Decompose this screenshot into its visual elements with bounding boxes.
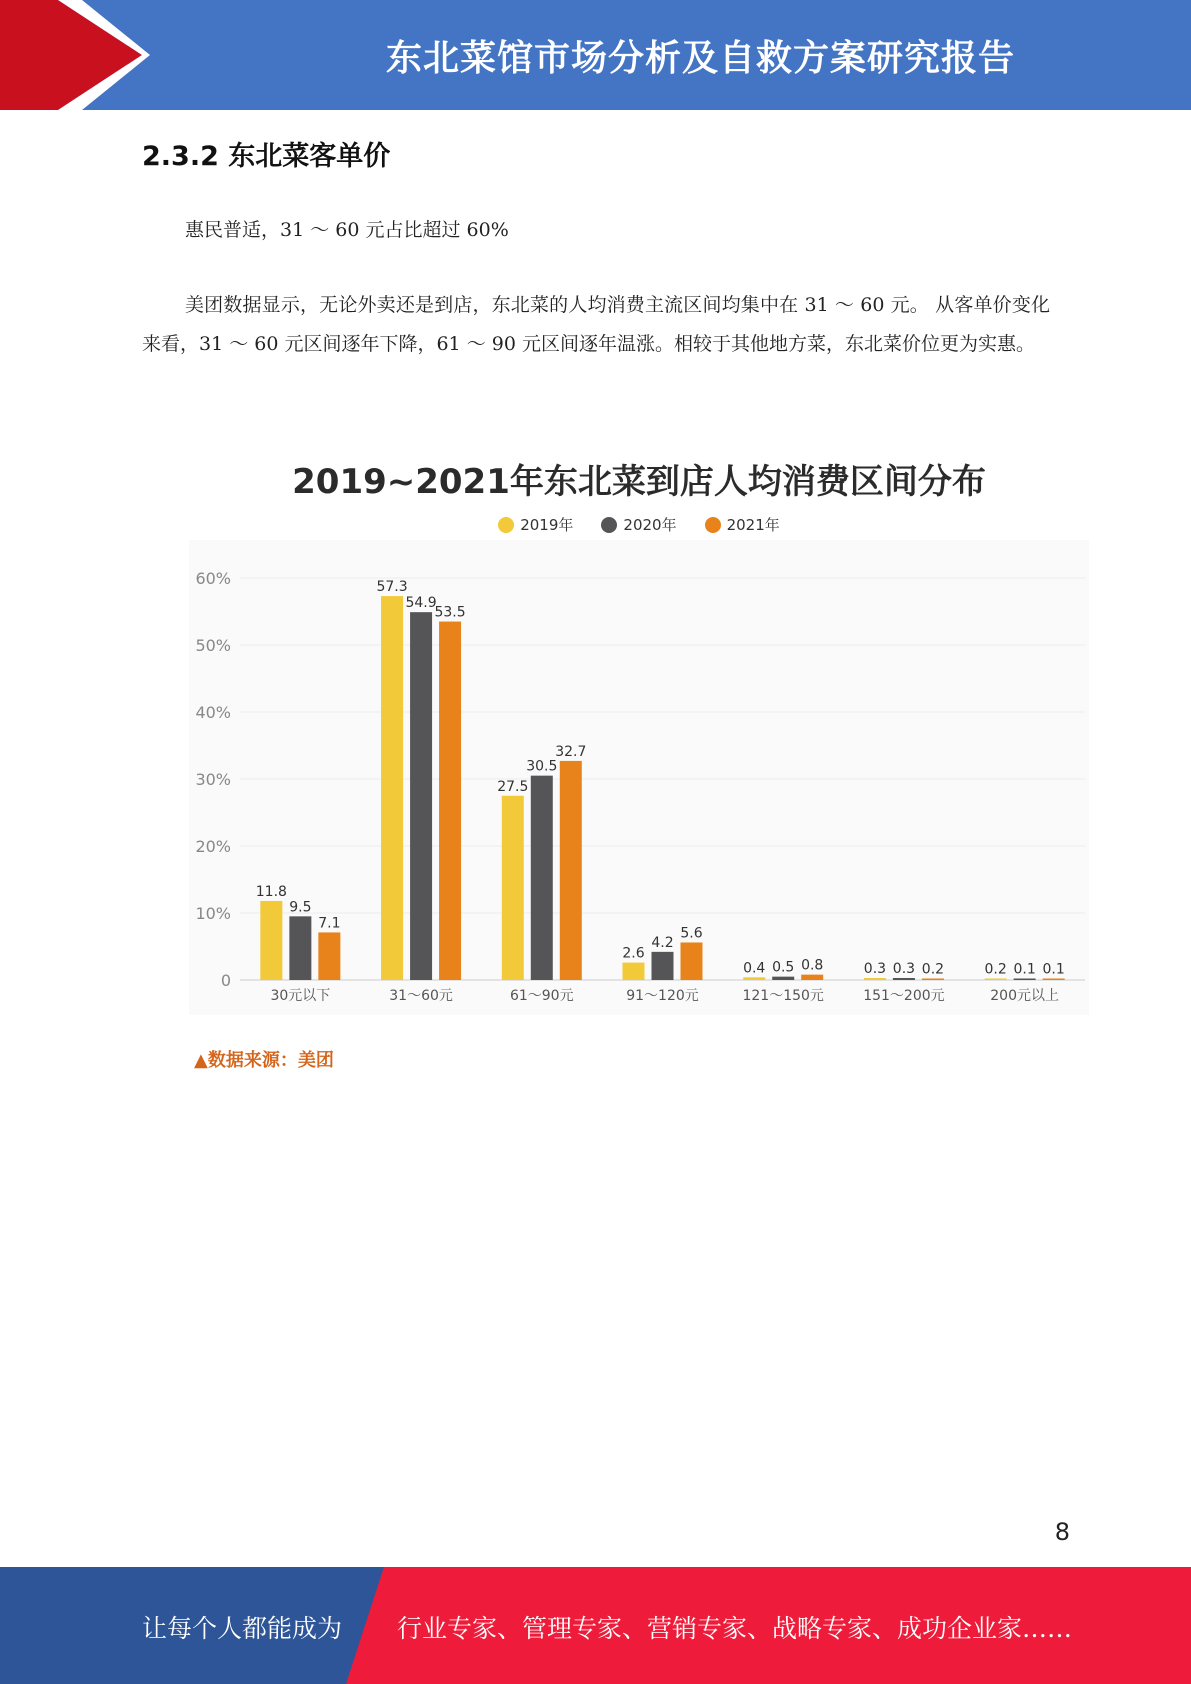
bar-value-label: 53.5 — [434, 604, 466, 621]
x-tick-label: 200元以上 — [990, 988, 1060, 1004]
bar — [743, 977, 765, 980]
y-tick-label: 10% — [195, 904, 231, 923]
bar-value-label: 0.3 — [863, 960, 887, 977]
legend-dot-2019 — [498, 517, 514, 533]
bar — [772, 977, 794, 980]
page-footer — [0, 1567, 1191, 1684]
legend-item-2021 — [705, 514, 780, 535]
bar-value-label: 0.1 — [1013, 961, 1036, 978]
bar-value-label: 0.4 — [743, 960, 766, 977]
y-tick-label: 60% — [195, 569, 231, 588]
chart-title: 2019~2021年东北菜到店人均消费区间分布 — [292, 462, 986, 502]
bar — [289, 916, 311, 980]
page-number: 8 — [1054, 1518, 1070, 1546]
page-header — [0, 0, 1191, 110]
paragraph-body: 美团数据显示，无论外卖还是到店，东北菜的人均消费主流区间均集中在 31 ～ 60 元。 从客单价变化来看，31 ～ 60 元区间逐年下降，61 ～ 90 元区间逐年温涨。相较于其他地方菜，东北菜价位更为实惠。 — [142, 294, 1050, 355]
bar-value-label: 32.7 — [555, 743, 587, 760]
bar — [502, 796, 524, 980]
bar-value-label: 7.1 — [318, 915, 341, 932]
y-tick-label: 20% — [195, 837, 231, 856]
x-tick-label: 91～120元 — [626, 988, 699, 1004]
y-tick-label: 0 — [220, 971, 231, 990]
legend-label-2021: 2021年 — [726, 516, 780, 534]
y-tick-label: 50% — [195, 636, 231, 655]
header-arrow-decoration — [0, 0, 200, 110]
bar-value-label: 4.2 — [651, 934, 674, 951]
bar — [1014, 979, 1036, 981]
header-title: 东北菜馆市场分析及自救方案研究报告 — [385, 38, 1015, 79]
bar — [681, 942, 703, 980]
bar-value-label: 11.8 — [255, 883, 287, 900]
bar — [623, 963, 645, 980]
section-title: 2.3.2 东北菜客单价 — [142, 141, 391, 172]
bar — [318, 932, 340, 980]
bar-value-label: 9.5 — [289, 899, 312, 916]
bar — [801, 975, 823, 980]
bar-value-label: 0.3 — [892, 960, 916, 977]
y-tick-label: 30% — [195, 770, 231, 789]
x-tick-label: 30元以下 — [270, 988, 331, 1004]
x-tick-label: 31～60元 — [389, 988, 453, 1004]
chart-legend — [189, 514, 1089, 535]
bar-value-label: 2.6 — [622, 945, 645, 962]
bar — [985, 979, 1007, 981]
legend-dot-2021 — [705, 517, 721, 533]
bar-value-label: 0.2 — [984, 961, 1007, 978]
legend-item-2020 — [601, 514, 676, 535]
footer-slogan-left: 让每个人都能成为 — [142, 1614, 343, 1643]
legend-label-2020: 2020年 — [623, 516, 677, 534]
bar-value-label: 30.5 — [526, 758, 558, 775]
bar — [560, 761, 582, 980]
bar-value-label: 27.5 — [497, 778, 529, 795]
bar — [410, 612, 432, 980]
bar — [1043, 979, 1065, 981]
bar-value-label: 0.2 — [921, 961, 945, 978]
footer-slogan-right: 行业专家、管理专家、营销专家、战略专家、成功企业家…… — [397, 1614, 1073, 1643]
x-tick-label: 151～200元 — [863, 988, 945, 1004]
bar-chart — [189, 440, 1089, 1080]
y-tick-label: 40% — [195, 703, 231, 722]
bar-value-label: 0.8 — [801, 957, 824, 974]
x-tick-label: 61～90元 — [509, 988, 574, 1004]
legend-item-2019 — [498, 514, 573, 535]
bar-value-label: 0.1 — [1042, 961, 1065, 978]
bar-value-label: 5.6 — [680, 925, 703, 942]
bar — [260, 901, 282, 980]
bar-value-label: 57.3 — [376, 579, 408, 596]
paragraph-subtitle: 惠民普适，31 ～ 60 元占比超过 60% — [185, 219, 509, 241]
bar — [864, 978, 886, 980]
bar-value-label: 0.5 — [772, 959, 795, 976]
x-tick-label: 121～150元 — [742, 988, 824, 1004]
data-source-note: ▲数据来源：美团 — [194, 1050, 334, 1071]
bar — [922, 979, 944, 981]
bar — [652, 952, 674, 980]
bar — [893, 978, 915, 980]
bar — [381, 596, 403, 980]
legend-label-2019: 2019年 — [520, 516, 574, 534]
bar — [531, 776, 553, 980]
legend-dot-2020 — [601, 517, 617, 533]
bar-value-label: 54.9 — [405, 595, 437, 612]
bar — [439, 622, 461, 980]
